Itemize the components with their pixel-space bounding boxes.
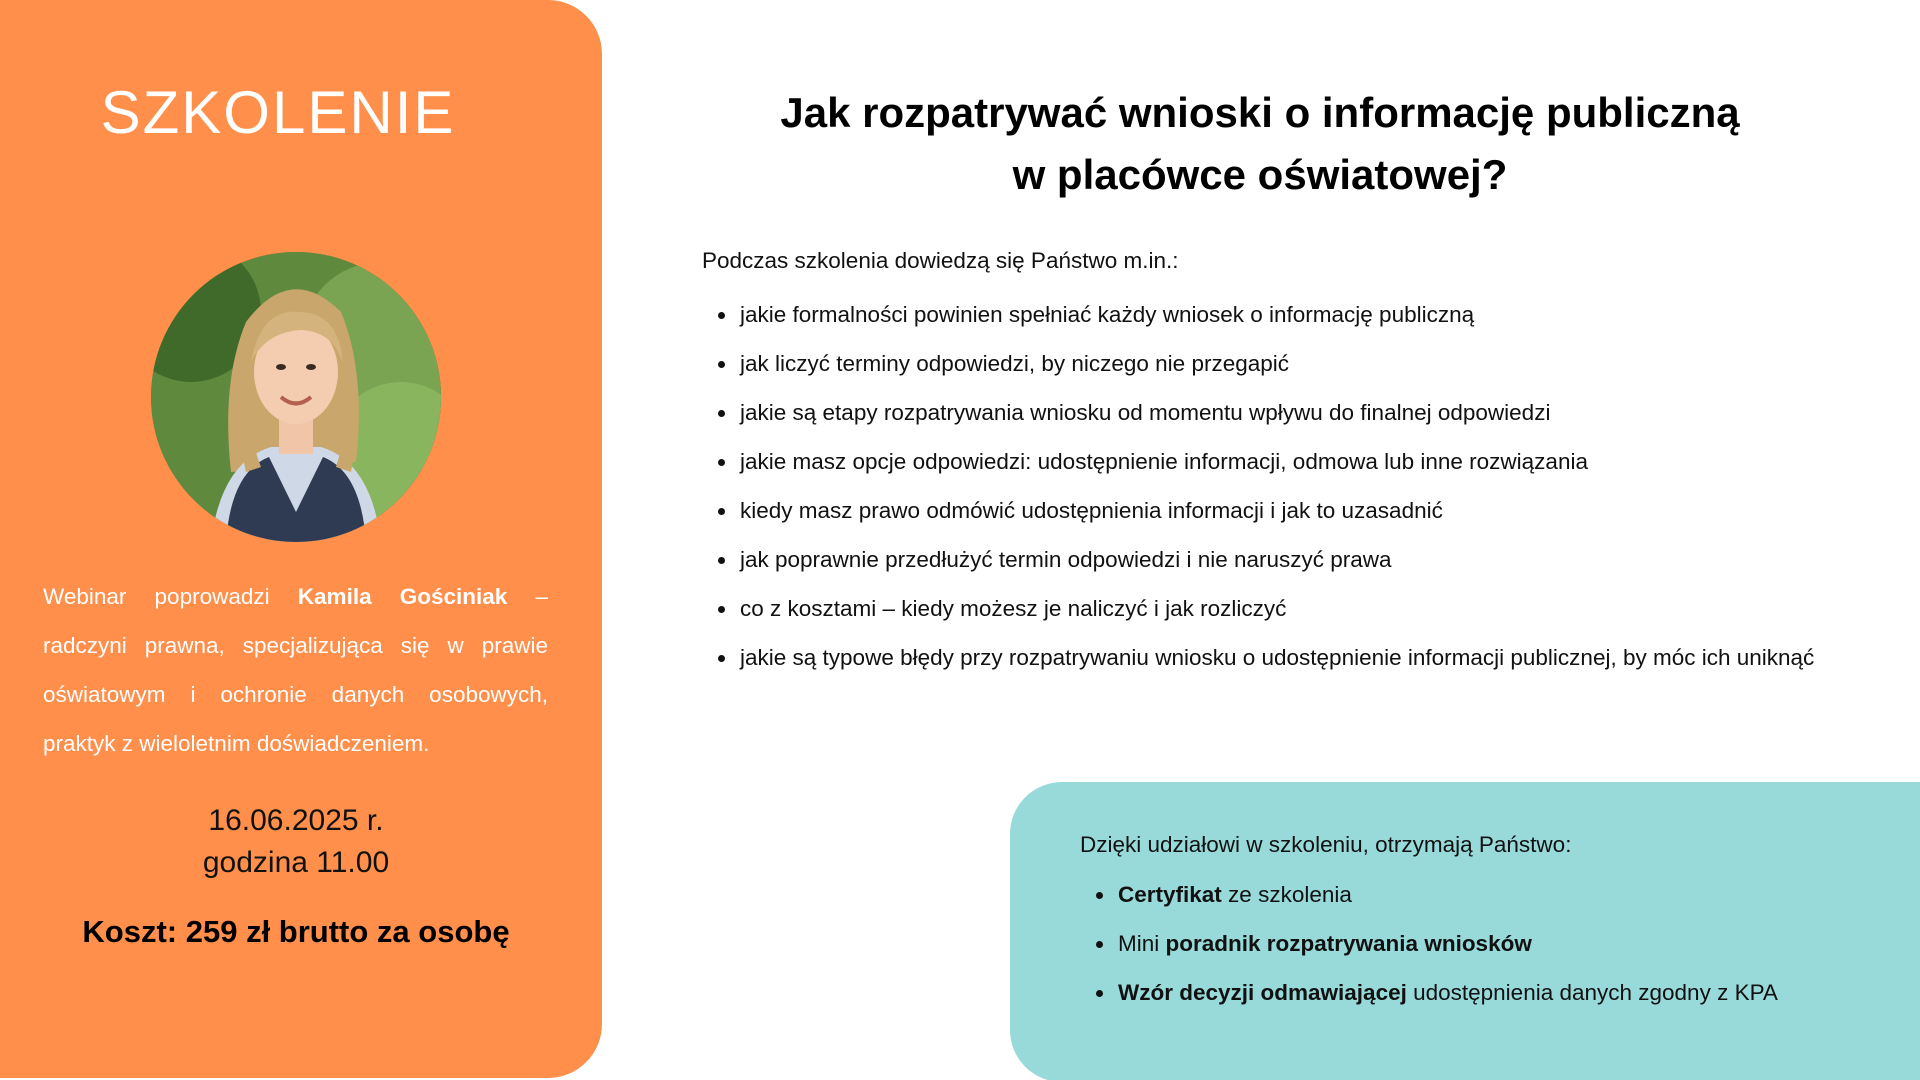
list-item-text: jakie są etapy rozpatrywania wniosku od momentu wpływu do finalnej odpowiedzi [740, 400, 1551, 425]
bullet-icon [718, 557, 725, 564]
bullet-icon [718, 606, 725, 613]
list-item-text: jak liczyć terminy odpowiedzi, by niczego nie przegapić [740, 351, 1290, 376]
benefit-rest: udostępnienia danych zgodny z KPA [1406, 980, 1778, 1005]
list-item [702, 388, 1822, 437]
bullet-icon [718, 361, 725, 368]
list-item-text: jakie masz opcje odpowiedzi: udostępnienie informacji, odmowa lub inne rozwiązania [740, 449, 1588, 474]
benefit-rest: ze szkolenia [1221, 882, 1352, 907]
event-datetime [0, 800, 592, 884]
speaker-description [43, 572, 548, 768]
benefits-list [1080, 870, 1778, 1017]
list-item [702, 633, 1822, 682]
list-item [702, 486, 1822, 535]
list-item [702, 535, 1822, 584]
list-item [702, 290, 1822, 339]
title-line-1: Jak rozpatrywać wnioski o informację publiczną [780, 89, 1740, 136]
list-item [702, 339, 1822, 388]
panel-title: SZKOLENIE [100, 79, 456, 146]
speaker-avatar [151, 252, 441, 542]
bullet-icon [1096, 892, 1103, 899]
benefit-bold: Certyfikat [1118, 882, 1222, 907]
benefit-bold: Wzór decyzji odmawiającej [1118, 980, 1407, 1005]
speaker-suffix: – radczyni prawna, specjalizująca się w prawie oświatowym i ochronie danych osobowych, praktyk z wieloletnim doświadczeniem. [43, 584, 548, 756]
bullet-icon [718, 655, 725, 662]
page-title [660, 82, 1860, 206]
speaker-prefix: Webinar poprowadzi [43, 584, 298, 609]
title-line-2: w placówce oświatowej? [1012, 151, 1508, 198]
event-cost: Koszt: 259 zł brutto za osobę [82, 914, 510, 949]
speaker-panel [0, 0, 602, 1078]
list-item-text: jakie są typowe błędy przy rozpatrywaniu wniosku o udostępnienie informacji publicznej, by móc ich uniknąć [740, 645, 1815, 670]
bullet-icon [1096, 990, 1103, 997]
bullet-icon [718, 459, 725, 466]
benefits-box [1010, 782, 1920, 1080]
bullet-icon [718, 312, 725, 319]
bullet-icon [718, 508, 725, 515]
list-item [1080, 968, 1778, 1017]
list-item-text: jakie formalności powinien spełniać każdy wniosek o informację publiczną [740, 302, 1475, 327]
speaker-photo-icon [151, 252, 441, 542]
list-item-text: co z kosztami – kiedy możesz je naliczyć i jak rozliczyć [740, 596, 1287, 621]
list-item-text: jak poprawnie przedłużyć termin odpowiedzi i nie naruszyć prawa [740, 547, 1392, 572]
benefits-intro: Dzięki udziałowi w szkoleniu, otrzymają Państwo: [1080, 832, 1572, 857]
benefit-prefix: Mini [1118, 931, 1166, 956]
event-time: godzina 11.00 [202, 846, 390, 879]
bullet-icon [718, 410, 725, 417]
benefit-bold: poradnik rozpatrywania wniosków [1165, 931, 1532, 956]
bullet-icon [1096, 941, 1103, 948]
list-item [702, 584, 1822, 633]
list-item [1080, 919, 1778, 968]
topics-list [702, 290, 1822, 682]
list-item [1080, 870, 1778, 919]
event-date: 16.06.2025 r. [208, 804, 384, 837]
list-item-text: kiedy masz prawo odmówić udostępnienia informacji i jak to uzasadnić [740, 498, 1443, 523]
speaker-name: Kamila Gościniak [297, 584, 508, 609]
topics-intro: Podczas szkolenia dowiedzą się Państwo m.in.: [702, 248, 1179, 273]
list-item [702, 437, 1822, 486]
